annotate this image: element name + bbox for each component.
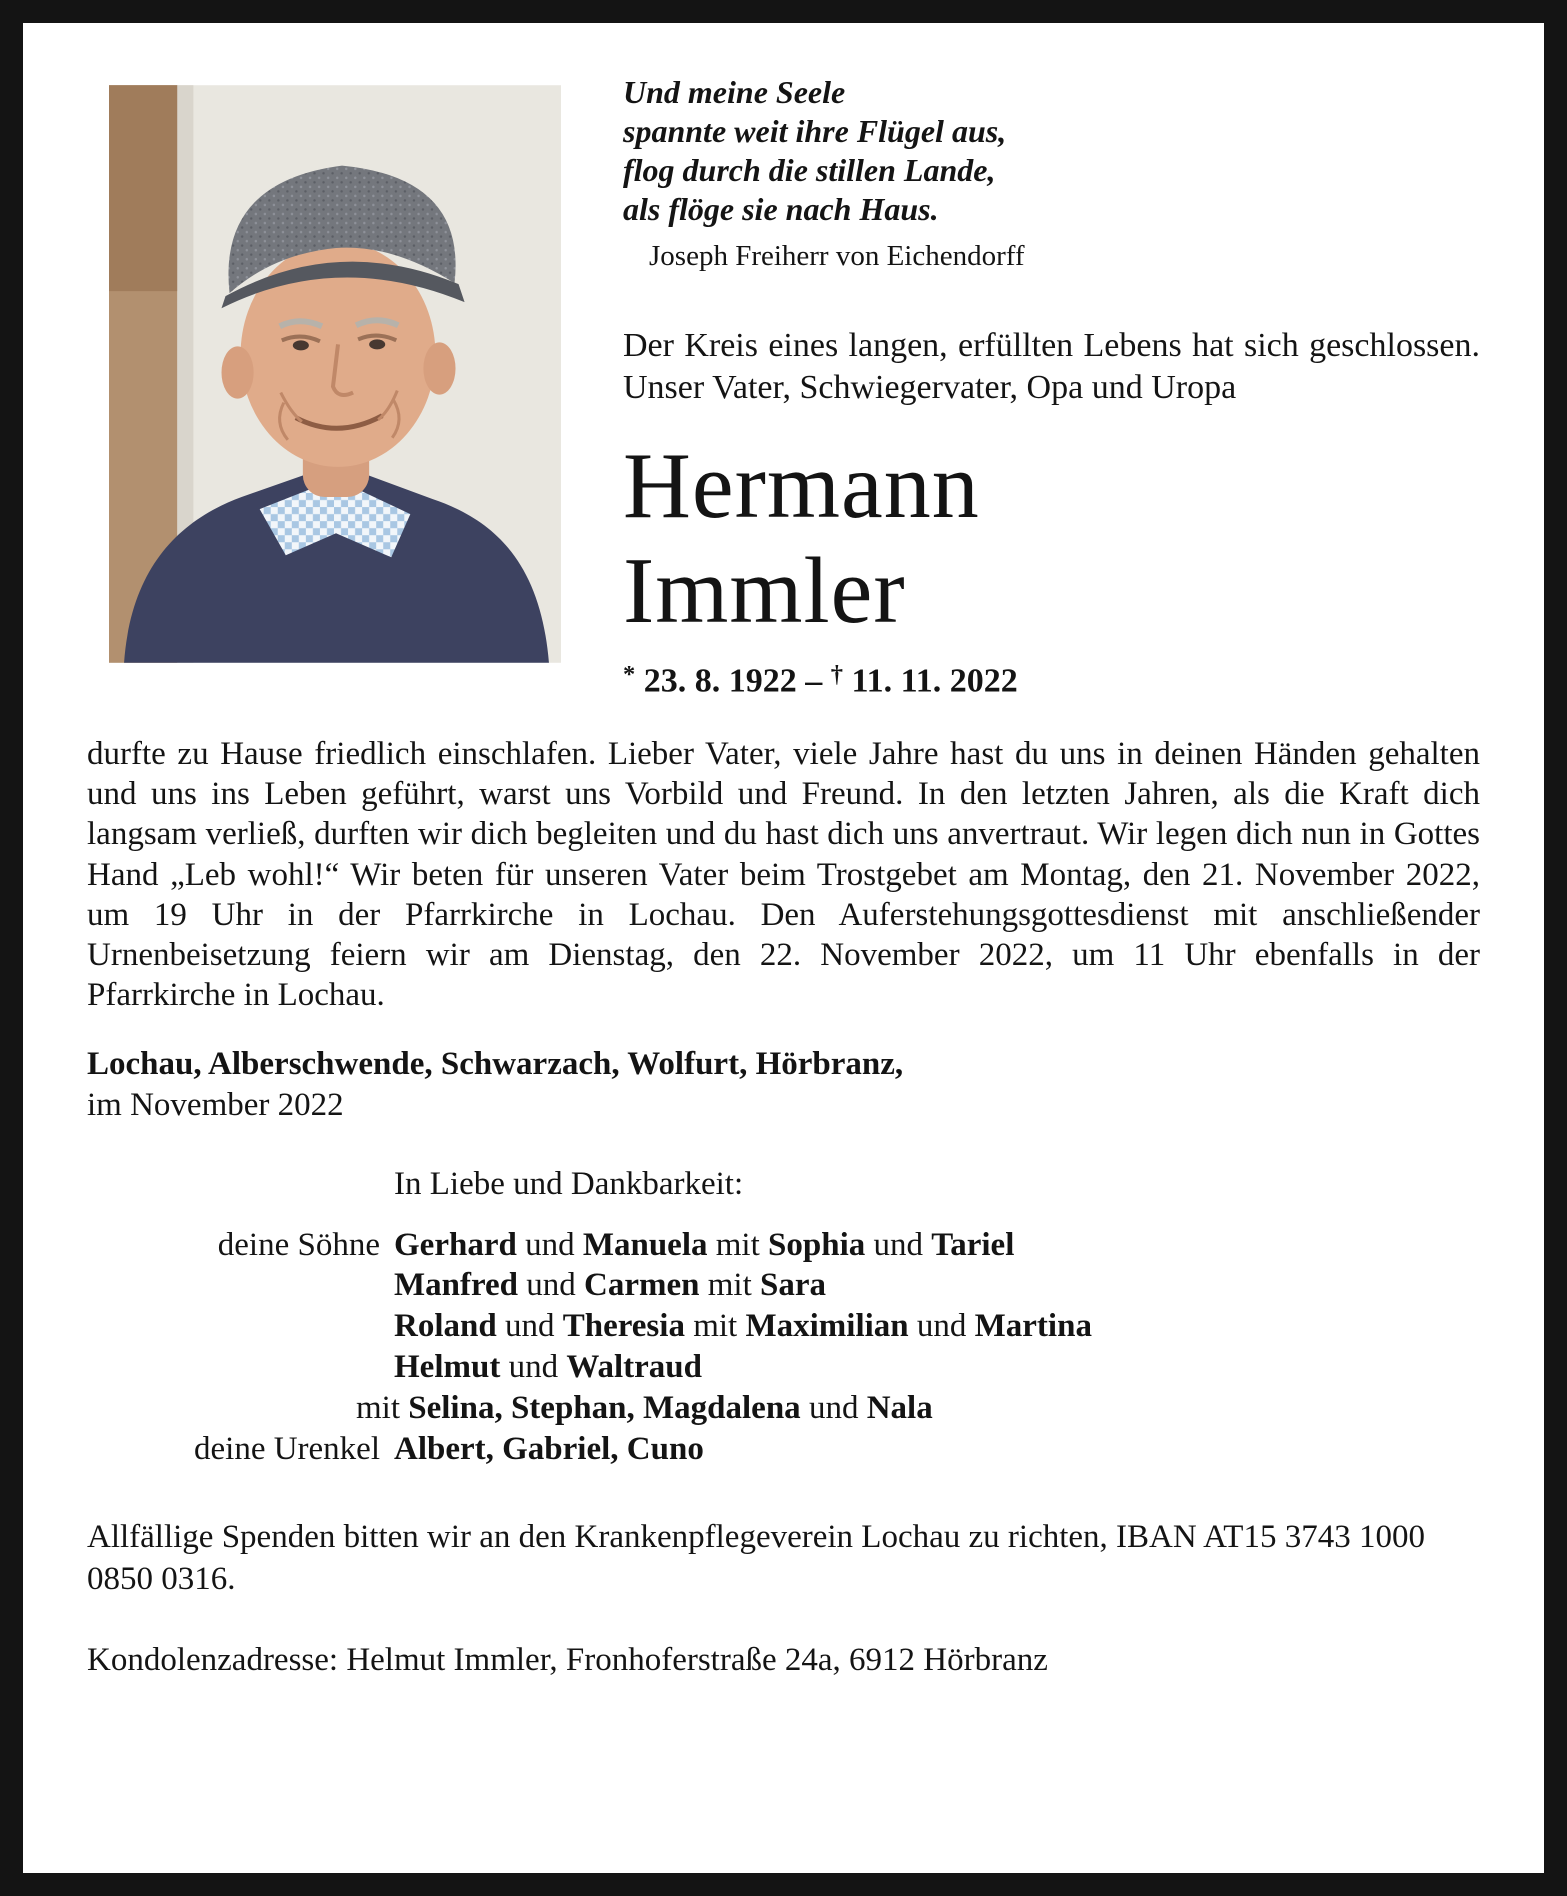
poem-line: als flöge sie nach Haus. <box>623 191 939 228</box>
death-date: 11. 11. 2022 <box>851 661 1018 699</box>
family-row <box>87 1225 1480 1266</box>
announcement-intro: Der Kreis eines langen, erfüllten Lebens hat sich geschlossen. Unser Vater, Schwiegervater, Opa und Uropa <box>623 326 1480 407</box>
places-block <box>87 1044 1480 1126</box>
family-row-label <box>87 1347 394 1388</box>
condolence-address: Kondolenzadresse: Helmut Immler, Fronhoferstraße 24a, 6912 Hörbranz <box>87 1642 1048 1679</box>
places-line: Lochau, Alberschwende, Schwarzach, Wolfurt, Hörbranz, <box>87 1045 904 1082</box>
family-row-names: Gerhard und Manuela mit Sophia und Tariel <box>394 1226 1015 1263</box>
family-row-names: Manfred und Carmen mit Sara <box>394 1267 827 1304</box>
family-row-names: Helmut und Waltraud <box>394 1349 703 1386</box>
poem <box>623 73 1480 275</box>
announcement-column <box>561 59 1480 700</box>
obituary-body-text: durfte zu Hause friedlich einschlafen. Lieber Vater, viele Jahre hast du uns in deinen Händen gehalten und uns ins Leben geführt, warst uns Vorbild und Freund. In den letzten Jahren, als die Kraft dich langsam verließ, durften wir dich begleiten und du hast dich uns anvertraut. Wir legen dich nun in Gottes Hand „Leb wohl!“ Wir beten für unseren Vater beim Trostgebet am Montag, den 21. November 2022, um 19 Uhr in der Pfarrkirche in Lochau. Den Auferstehungsgottesdienst mit anschließender Urnenbeisetzung feiern wir am Dienstag, den 22. November 2022, um 11 Uhr ebenfalls in der Pfarrkirche in Lochau. <box>87 735 1480 1014</box>
family-row <box>87 1388 1480 1429</box>
birth-date: 23. 8. 1922 <box>643 661 797 699</box>
poem-attribution: Joseph Freiherr von Eichendorff <box>649 240 1025 273</box>
death-symbol: † <box>830 660 843 688</box>
deceased-first-name: Hermann <box>623 434 980 539</box>
family-row-names: Albert, Gabriel, Cuno <box>394 1431 704 1468</box>
family-row <box>87 1306 1480 1347</box>
portrait-photo <box>109 85 561 663</box>
family-row <box>87 1347 1480 1388</box>
family-row <box>87 1429 1480 1470</box>
poem-line: flog durch die stillen Lande, <box>623 152 996 189</box>
family-row-label: deine Söhne <box>217 1226 380 1263</box>
family-row <box>87 1265 1480 1306</box>
family-list <box>87 1225 1480 1470</box>
poem-line: Und meine Seele <box>623 74 846 110</box>
family-row-label <box>87 1388 394 1429</box>
family-row-names: mit Selina, Stephan, Magdalena und Nala <box>356 1390 933 1427</box>
deceased-name <box>623 434 1480 645</box>
family-row-label: deine Urenkel <box>194 1431 380 1468</box>
life-dates <box>623 661 1480 700</box>
deceased-last-name: Immler <box>623 539 906 644</box>
poem-line: spannte weit ihre Flügel aus, <box>623 113 1007 150</box>
donation-note: Allfällige Spenden bitten wir an den Krankenpflegeverein Lochau zu richten, IBAN AT15 3743 1000 0850 0316. <box>87 1518 1425 1598</box>
top-section <box>87 59 1480 700</box>
month-line: im November 2022 <box>87 1086 344 1123</box>
portrait-illustration <box>109 85 561 663</box>
family-row-label <box>87 1306 394 1347</box>
family-row-label <box>87 1265 394 1306</box>
dates-separator: – <box>805 661 823 699</box>
family-row-names: Roland und Theresia mit Maximilian und Martina <box>394 1308 1092 1345</box>
gratitude-line: In Liebe und Dankbarkeit: <box>394 1165 744 1202</box>
birth-symbol: * <box>623 660 636 688</box>
